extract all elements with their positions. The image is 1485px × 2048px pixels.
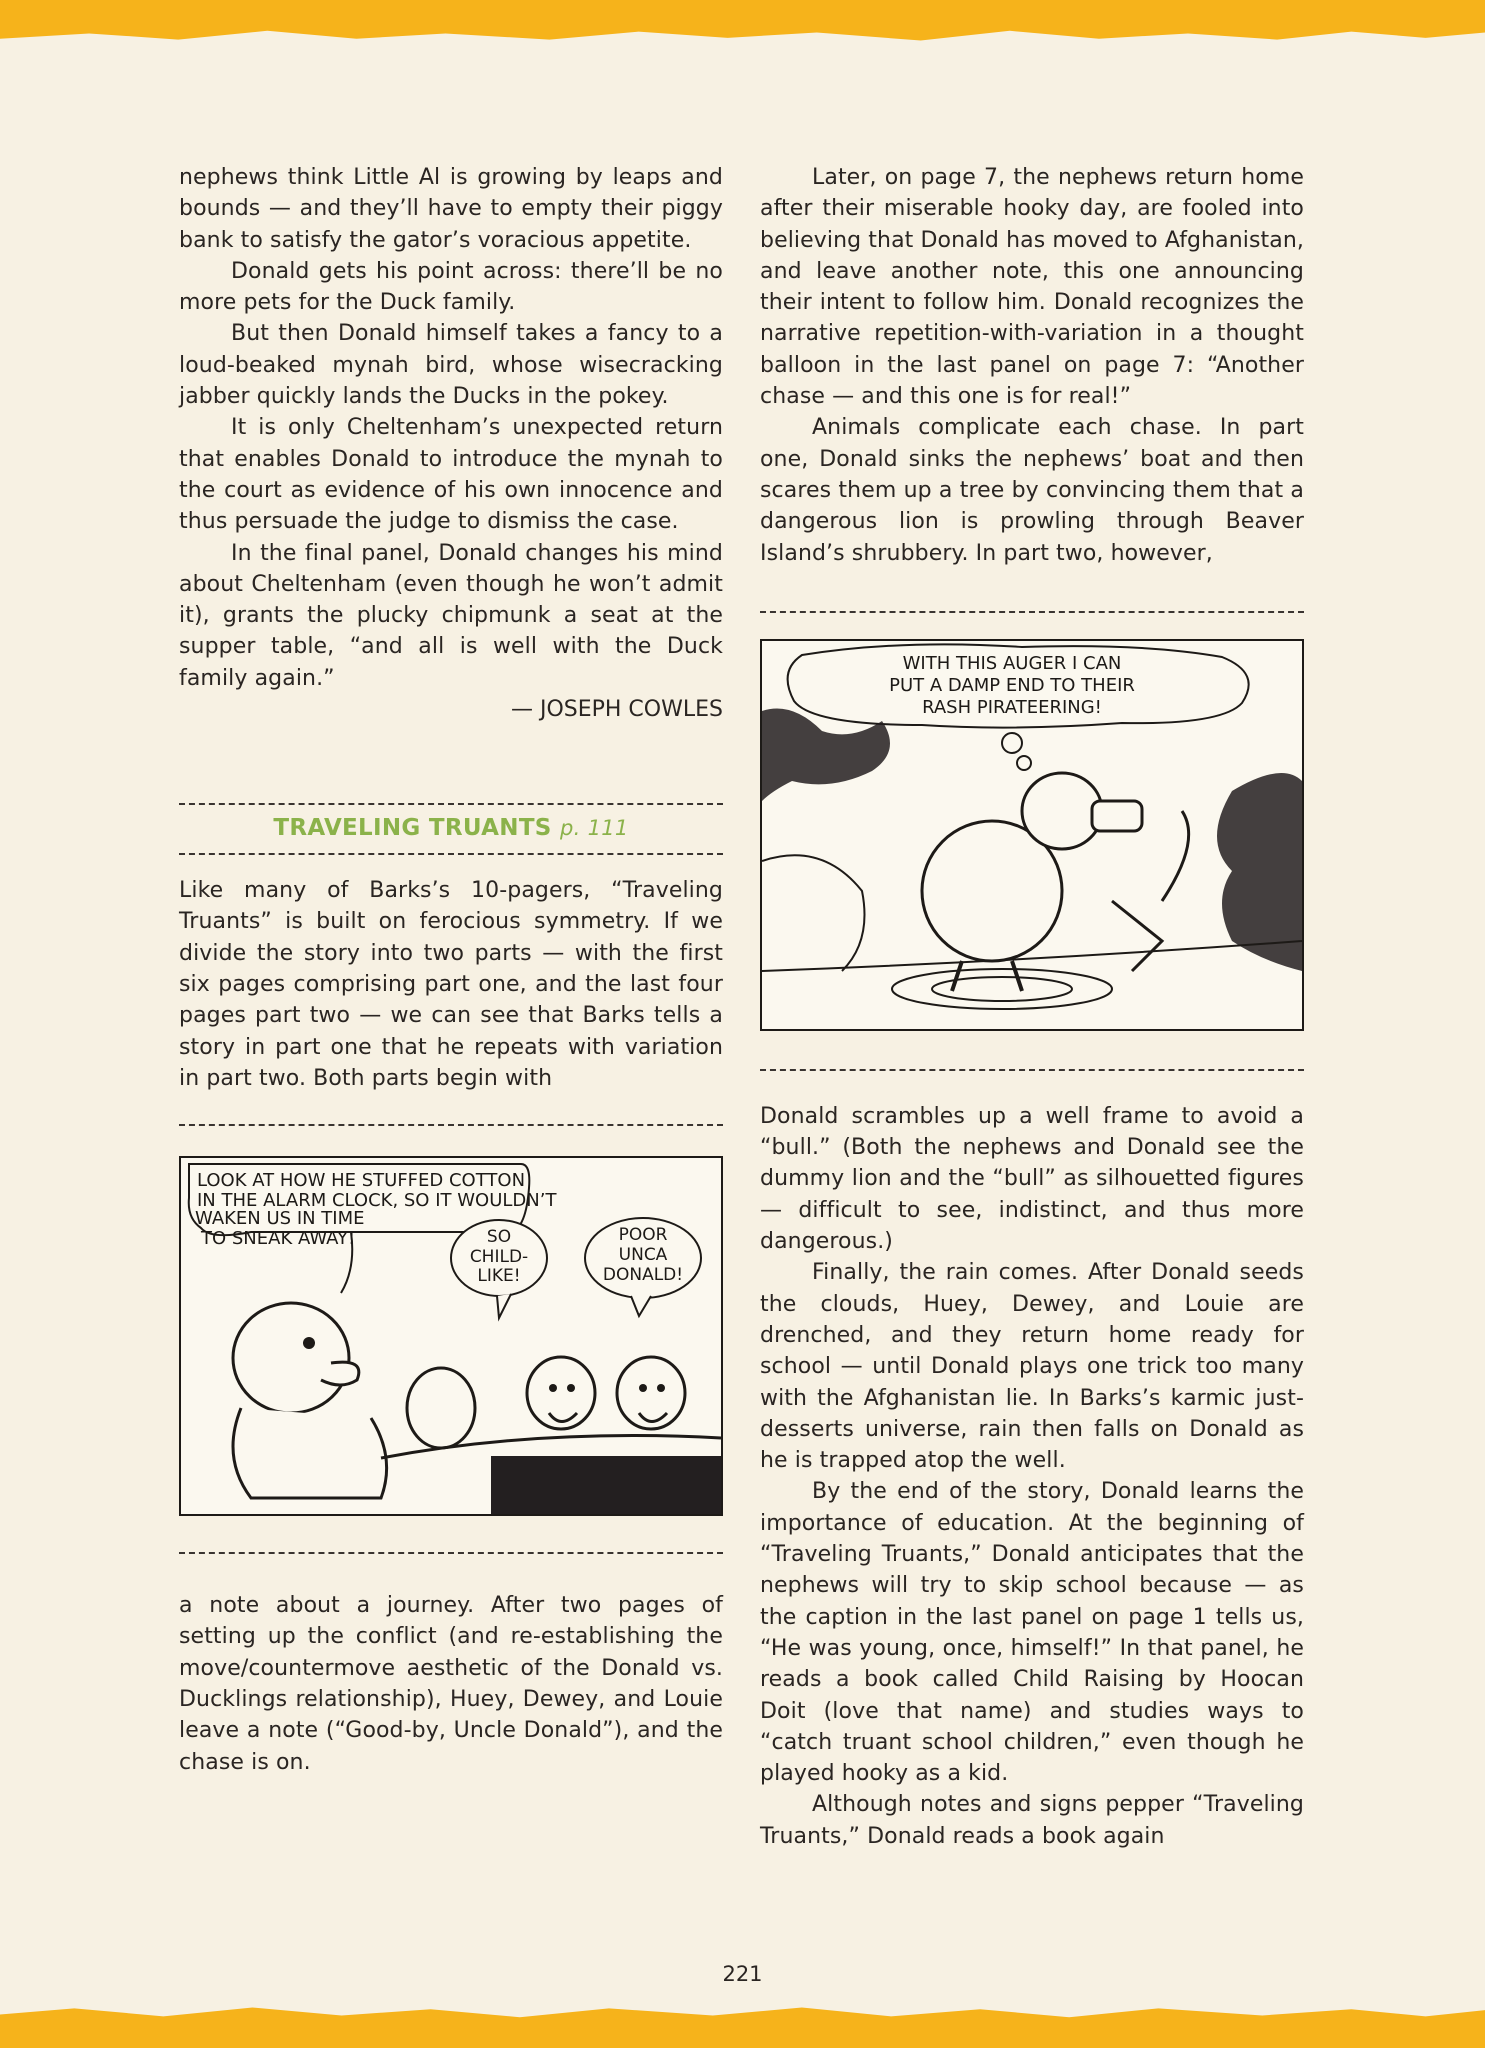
panel-caption-line: IN THE ALARM CLOCK, SO IT WOULDN’T: [197, 1190, 557, 1212]
left-body-text: [179, 162, 723, 694]
paragraph: Later, on page 7, the nephews return home after their miserable hooky day, are fooled into believing that Donald has moved to Afghanistan, and leave another note, this one announcing their intent to follow him. Donald recognizes the narrative repetition-with-variation in a thought balloon in the last panel on page 7: “Another chase — and this one is for real!”: [760, 165, 1304, 410]
paragraph: Like many of Barks’s 10-pagers, “Traveling Truants” is built on ferocious symmetry. If we divide the story into two parts — with the first six pages comprising part one, and the last four pages part two — we can see that Barks tells a story in part one that he repeats with variation in part two. Both parts begin with: [179, 878, 723, 1091]
balloon-a-line: SO: [486, 1227, 512, 1248]
section-intro-text: [179, 875, 723, 1094]
balloon-a-line: CHILD-: [469, 1247, 529, 1268]
dashed-divider: [760, 1069, 1304, 1071]
bottom-color-band: [0, 2004, 1485, 2048]
paragraph: Finally, the rain comes. After Donald seeds the clouds, Huey, Dewey, and Louie are drenched, and they return home ready for school — until Donald plays one trick too many with the Afghanistan lie. In Barks’s karmic just-desserts universe, rain then falls on Donald as he is trapped atop the well.: [760, 1260, 1304, 1474]
paragraph: Animals complicate each chase. In part one, Donald sinks the nephews’ boat and then scares them up a tree by convincing them that a dangerous lion is prowling through Beaver Island’s shrubbery. In part two, however,: [760, 415, 1304, 566]
section-title: TRAVELING TRUANTS: [273, 815, 552, 842]
paragraph: In the final panel, Donald changes his mind about Cheltenham (even though he won’t admit it), grants the plucky chipmunk a seat at the supper table, “and all is well with the Duck family again.”: [179, 540, 723, 691]
panel-caption-line: WAKEN US IN TIME: [195, 1208, 365, 1230]
thought-balloon-line: PUT A DAMP END TO THEIR: [889, 674, 1135, 696]
paragraph: Although notes and signs pepper “Traveling Truants,” Donald reads a book again: [760, 1792, 1304, 1849]
paragraph: a note about a journey. After two pages of setting up the conflict (and re-establishing the move/countermove aesthetic of the Donald vs. Ducklings relationship), Huey, Dewey, and Louie leave a note (“Good-by, Uncle Donald”), and the chase is on.: [179, 1593, 723, 1775]
panel-caption-line: LOOK AT HOW HE STUFFED COTTON: [197, 1170, 526, 1192]
page-number: 221: [722, 1962, 763, 1986]
balloon-b-line: UNCA: [618, 1245, 668, 1266]
dashed-divider: [179, 803, 723, 805]
left-column: [179, 162, 723, 1778]
dashed-divider: [179, 853, 723, 855]
dashed-divider: [760, 611, 1304, 613]
left-after-panel-text: [179, 1590, 723, 1778]
thought-balloon-line: RASH PIRATEERING!: [922, 696, 1102, 718]
section-heading: [179, 813, 723, 843]
right-after-panel-text: [760, 1101, 1304, 1852]
right-body-text: [760, 162, 1304, 569]
paragraph: By the end of the story, Donald learns the importance of education. At the beginning of “Traveling Truants,” Donald anticipates that the nephews will try to skip school because — as the caption in the last panel on page 1 tells us, “He was young, once, himself!” In that panel, he reads a book called Child Raising by Hoocan Doit (love that name) and studies ways to “catch truant school children,” even though he played hooky as a kid.: [760, 1479, 1304, 1787]
top-color-band: [0, 0, 1485, 44]
dashed-divider: [179, 1124, 723, 1126]
paragraph: Donald gets his point across: there’ll be no more pets for the Duck family.: [179, 258, 723, 316]
paragraph: Donald scrambles up a well frame to avoid a “bull.” (Both the nephews and Donald see the dummy lion and the “bull” as silhouetted figures — difficult to see, indistinct, and thus more dangerous.): [760, 1103, 1304, 1255]
balloon-b-line: POOR: [618, 1225, 668, 1246]
author-byline: — JOSEPH COWLES: [510, 697, 723, 723]
comic-panel-auger: [760, 639, 1304, 1031]
paragraph: But then Donald himself takes a fancy to a loud-beaked mynah bird, whose wisecracking jabber quickly lands the Ducks in the pokey.: [179, 321, 723, 410]
paragraph: It is only Cheltenham’s unexpected return that enables Donald to introduce the mynah to the court as evidence of his own innocence and thus persuade the judge to dismiss the case.: [179, 415, 723, 535]
section-page-ref: p. 111: [560, 816, 629, 841]
thought-balloon-line: WITH THIS AUGER I CAN: [902, 652, 1122, 674]
paragraph: nephews think Little Al is growing by leaps and bounds — and they’ll have to empty their piggy bank to satisfy the gator’s voracious appetite.: [179, 165, 723, 253]
panel-caption-line: TO SNEAK AWAY!: [201, 1228, 356, 1250]
dashed-divider: [179, 1552, 723, 1554]
balloon-a-line: LIKE!: [477, 1266, 521, 1287]
comic-panel-alarm-clock: [179, 1156, 723, 1516]
right-column: [760, 162, 1304, 1852]
balloon-b-line: DONALD!: [602, 1265, 684, 1286]
